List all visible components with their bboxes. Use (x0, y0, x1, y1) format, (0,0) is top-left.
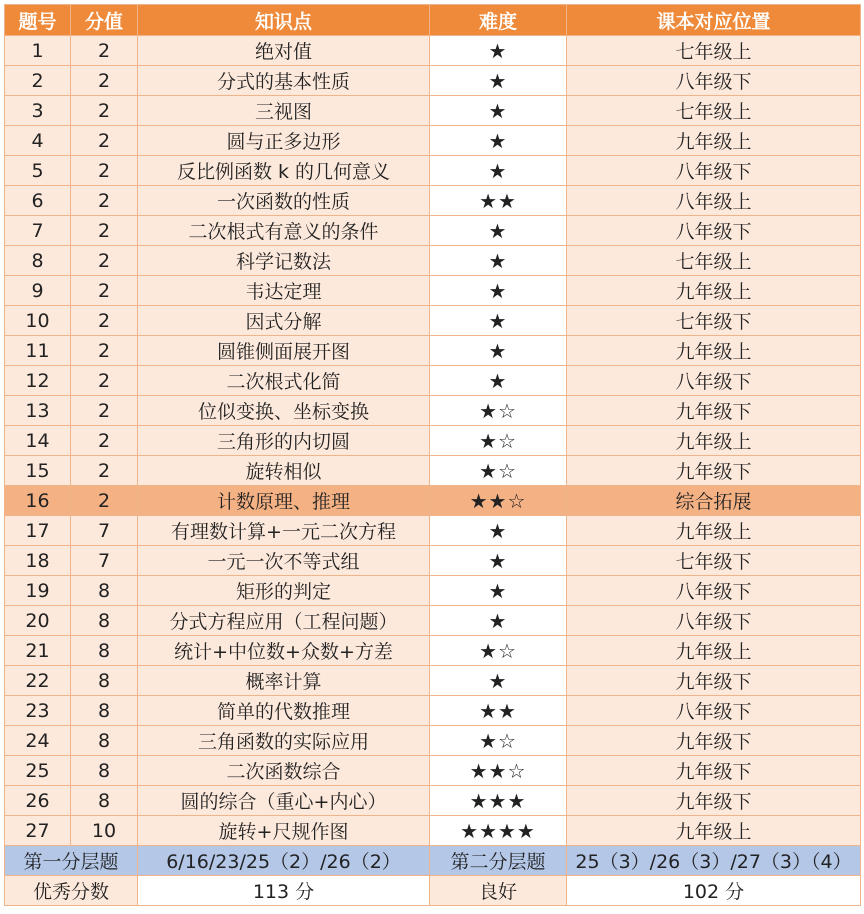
textbook-location-cell: 八年级下 (567, 156, 861, 186)
difficulty-cell: ★ (430, 126, 567, 156)
table-row (5, 126, 861, 156)
difficulty-cell: ★★☆ (430, 486, 567, 516)
question-number-cell: 10 (5, 306, 71, 336)
question-number-cell: 20 (5, 606, 71, 636)
question-number-cell: 11 (5, 336, 71, 366)
knowledge-point-cell: 旋转相似 (138, 456, 430, 486)
difficulty-cell: ★★ (430, 186, 567, 216)
knowledge-point-cell: 简单的代数推理 (138, 696, 430, 726)
difficulty-cell: ★ (430, 246, 567, 276)
score-cell: 2 (71, 216, 138, 246)
difficulty-cell: ★ (430, 546, 567, 576)
textbook-location-cell: 八年级下 (567, 216, 861, 246)
knowledge-point-cell: 圆锥侧面展开图 (138, 336, 430, 366)
knowledge-point-cell: 韦达定理 (138, 276, 430, 306)
question-number-cell: 14 (5, 426, 71, 456)
knowledge-point-cell: 因式分解 (138, 306, 430, 336)
score-cell: 2 (71, 126, 138, 156)
difficulty-cell: ★☆ (430, 396, 567, 426)
difficulty-cell: ★ (430, 36, 567, 66)
score-cell: 8 (71, 606, 138, 636)
knowledge-point-cell: 圆与正多边形 (138, 126, 430, 156)
difficulty-cell: ★ (430, 366, 567, 396)
knowledge-point-cell: 一元一次不等式组 (138, 546, 430, 576)
table-row (5, 516, 861, 546)
knowledge-point-cell: 概率计算 (138, 666, 430, 696)
textbook-location-cell: 九年级下 (567, 756, 861, 786)
knowledge-point-cell: 三角形的内切圆 (138, 426, 430, 456)
table-row (5, 186, 861, 216)
table-row (5, 546, 861, 576)
difficulty-cell: ★ (430, 606, 567, 636)
difficulty-cell: ★ (430, 66, 567, 96)
difficulty-cell: ★ (430, 306, 567, 336)
table-row (5, 216, 861, 246)
score-cell: 2 (71, 66, 138, 96)
knowledge-point-cell: 二次函数综合 (138, 756, 430, 786)
question-number-cell: 26 (5, 786, 71, 816)
table-row (5, 786, 861, 816)
score-cell: 2 (71, 186, 138, 216)
knowledge-point-cell: 分式方程应用（工程问题） (138, 606, 430, 636)
textbook-location-cell: 八年级下 (567, 66, 861, 96)
score-cell: 8 (71, 636, 138, 666)
textbook-location-cell: 九年级上 (567, 516, 861, 546)
question-number-cell: 13 (5, 396, 71, 426)
textbook-location-cell: 九年级下 (567, 456, 861, 486)
textbook-location-cell: 七年级上 (567, 246, 861, 276)
score-cell: 7 (71, 516, 138, 546)
table-row (5, 156, 861, 186)
excellent-score-label: 优秀分数 (5, 876, 138, 906)
question-number-cell: 2 (5, 66, 71, 96)
question-number-cell: 17 (5, 516, 71, 546)
score-cell: 8 (71, 696, 138, 726)
textbook-location-cell: 八年级下 (567, 606, 861, 636)
question-number-cell: 4 (5, 126, 71, 156)
header-row (5, 5, 861, 36)
difficulty-cell: ★ (430, 276, 567, 306)
question-number-cell: 22 (5, 666, 71, 696)
difficulty-cell: ★★☆ (430, 756, 567, 786)
score-cell: 8 (71, 756, 138, 786)
score-cell: 2 (71, 366, 138, 396)
table-row (5, 66, 861, 96)
textbook-location-cell: 九年级上 (567, 276, 861, 306)
textbook-location-cell: 七年级下 (567, 546, 861, 576)
difficulty-cell: ★☆ (430, 636, 567, 666)
score-cell: 2 (71, 396, 138, 426)
table-row (5, 96, 861, 126)
score-cell: 10 (71, 816, 138, 846)
textbook-location-cell: 九年级下 (567, 396, 861, 426)
score-cell: 2 (71, 426, 138, 456)
difficulty-cell: ★ (430, 336, 567, 366)
difficulty-cell: ★★★★ (430, 816, 567, 846)
table-row (5, 336, 861, 366)
difficulty-cell: ★☆ (430, 456, 567, 486)
knowledge-point-cell: 一次函数的性质 (138, 186, 430, 216)
question-number-cell: 21 (5, 636, 71, 666)
knowledge-point-cell: 计数原理、推理 (138, 486, 430, 516)
knowledge-point-cell: 有理数计算+一元二次方程 (138, 516, 430, 546)
knowledge-point-cell: 圆的综合（重心+内心） (138, 786, 430, 816)
question-number-cell: 25 (5, 756, 71, 786)
score-cell: 8 (71, 786, 138, 816)
knowledge-point-cell: 统计+中位数+众数+方差 (138, 636, 430, 666)
table-row (5, 366, 861, 396)
textbook-location-cell: 九年级上 (567, 426, 861, 456)
textbook-location-cell: 七年级上 (567, 36, 861, 66)
table-row (5, 36, 861, 66)
difficulty-cell: ★☆ (430, 726, 567, 756)
knowledge-point-cell: 科学记数法 (138, 246, 430, 276)
question-number-cell: 16 (5, 486, 71, 516)
table-row (5, 756, 861, 786)
knowledge-point-cell: 二次根式化简 (138, 366, 430, 396)
question-number-cell: 23 (5, 696, 71, 726)
excellent-score-value: 113 分 (138, 876, 430, 906)
header-score: 分值 (71, 5, 138, 36)
score-cell: 2 (71, 96, 138, 126)
textbook-location-cell: 八年级下 (567, 696, 861, 726)
knowledge-point-cell: 分式的基本性质 (138, 66, 430, 96)
table-row (5, 696, 861, 726)
header-question-number: 题号 (5, 5, 71, 36)
table-row (5, 246, 861, 276)
question-number-cell: 7 (5, 216, 71, 246)
first-tier-value: 6/16/23/25（2）/26（2） (138, 846, 430, 876)
difficulty-cell: ★★ (430, 696, 567, 726)
textbook-location-cell: 九年级上 (567, 816, 861, 846)
difficulty-cell: ★★★ (430, 786, 567, 816)
score-cell: 2 (71, 156, 138, 186)
question-number-cell: 24 (5, 726, 71, 756)
table-row (5, 636, 861, 666)
difficulty-cell: ★ (430, 666, 567, 696)
knowledge-point-cell: 三视图 (138, 96, 430, 126)
question-number-cell: 1 (5, 36, 71, 66)
question-number-cell: 3 (5, 96, 71, 126)
score-cell: 2 (71, 36, 138, 66)
score-cell: 2 (71, 486, 138, 516)
textbook-location-cell: 九年级下 (567, 786, 861, 816)
textbook-location-cell: 综合拓展 (567, 486, 861, 516)
textbook-location-cell: 八年级上 (567, 186, 861, 216)
header-difficulty: 难度 (430, 5, 567, 36)
textbook-location-cell: 九年级下 (567, 726, 861, 756)
score-cell: 2 (71, 306, 138, 336)
difficulty-cell: ★ (430, 516, 567, 546)
difficulty-cell: ★ (430, 576, 567, 606)
first-tier-label: 第一分层题 (5, 846, 138, 876)
second-tier-label: 第二分层题 (430, 846, 567, 876)
textbook-location-cell: 八年级下 (567, 576, 861, 606)
difficulty-cell: ★ (430, 96, 567, 126)
exam-analysis-table (4, 4, 861, 906)
score-cell: 2 (71, 336, 138, 366)
textbook-location-cell: 九年级上 (567, 636, 861, 666)
question-number-cell: 19 (5, 576, 71, 606)
question-number-cell: 5 (5, 156, 71, 186)
question-number-cell: 9 (5, 276, 71, 306)
score-cell: 2 (71, 246, 138, 276)
textbook-location-cell: 九年级下 (567, 666, 861, 696)
second-tier-value: 25（3）/26（3）/27（3）（4） (567, 846, 861, 876)
question-number-cell: 15 (5, 456, 71, 486)
table-row (5, 306, 861, 336)
tier-row (5, 846, 861, 876)
knowledge-point-cell: 绝对值 (138, 36, 430, 66)
question-number-cell: 8 (5, 246, 71, 276)
table-row (5, 576, 861, 606)
textbook-location-cell: 八年级下 (567, 366, 861, 396)
question-number-cell: 6 (5, 186, 71, 216)
question-number-cell: 18 (5, 546, 71, 576)
header-knowledge-point: 知识点 (138, 5, 430, 36)
textbook-location-cell: 七年级下 (567, 306, 861, 336)
header-textbook-location: 课本对应位置 (567, 5, 861, 36)
score-cell: 2 (71, 276, 138, 306)
score-cell: 8 (71, 666, 138, 696)
difficulty-cell: ★ (430, 156, 567, 186)
score-row (5, 876, 861, 906)
table-row (5, 816, 861, 846)
textbook-location-cell: 九年级上 (567, 336, 861, 366)
question-number-cell: 27 (5, 816, 71, 846)
table-row (5, 456, 861, 486)
table-row (5, 666, 861, 696)
knowledge-point-cell: 旋转+尺规作图 (138, 816, 430, 846)
score-cell: 8 (71, 576, 138, 606)
good-score-value: 102 分 (567, 876, 861, 906)
score-cell: 7 (71, 546, 138, 576)
knowledge-point-cell: 反比例函数 k 的几何意义 (138, 156, 430, 186)
table-row (5, 486, 861, 516)
textbook-location-cell: 九年级上 (567, 126, 861, 156)
table-row (5, 606, 861, 636)
knowledge-point-cell: 三角函数的实际应用 (138, 726, 430, 756)
textbook-location-cell: 七年级上 (567, 96, 861, 126)
difficulty-cell: ★ (430, 216, 567, 246)
score-cell: 2 (71, 456, 138, 486)
table-row (5, 276, 861, 306)
table-row (5, 426, 861, 456)
difficulty-cell: ★☆ (430, 426, 567, 456)
knowledge-point-cell: 位似变换、坐标变换 (138, 396, 430, 426)
knowledge-point-cell: 二次根式有意义的条件 (138, 216, 430, 246)
table-row (5, 396, 861, 426)
table-row (5, 726, 861, 756)
knowledge-point-cell: 矩形的判定 (138, 576, 430, 606)
good-score-label: 良好 (430, 876, 567, 906)
question-number-cell: 12 (5, 366, 71, 396)
score-cell: 8 (71, 726, 138, 756)
